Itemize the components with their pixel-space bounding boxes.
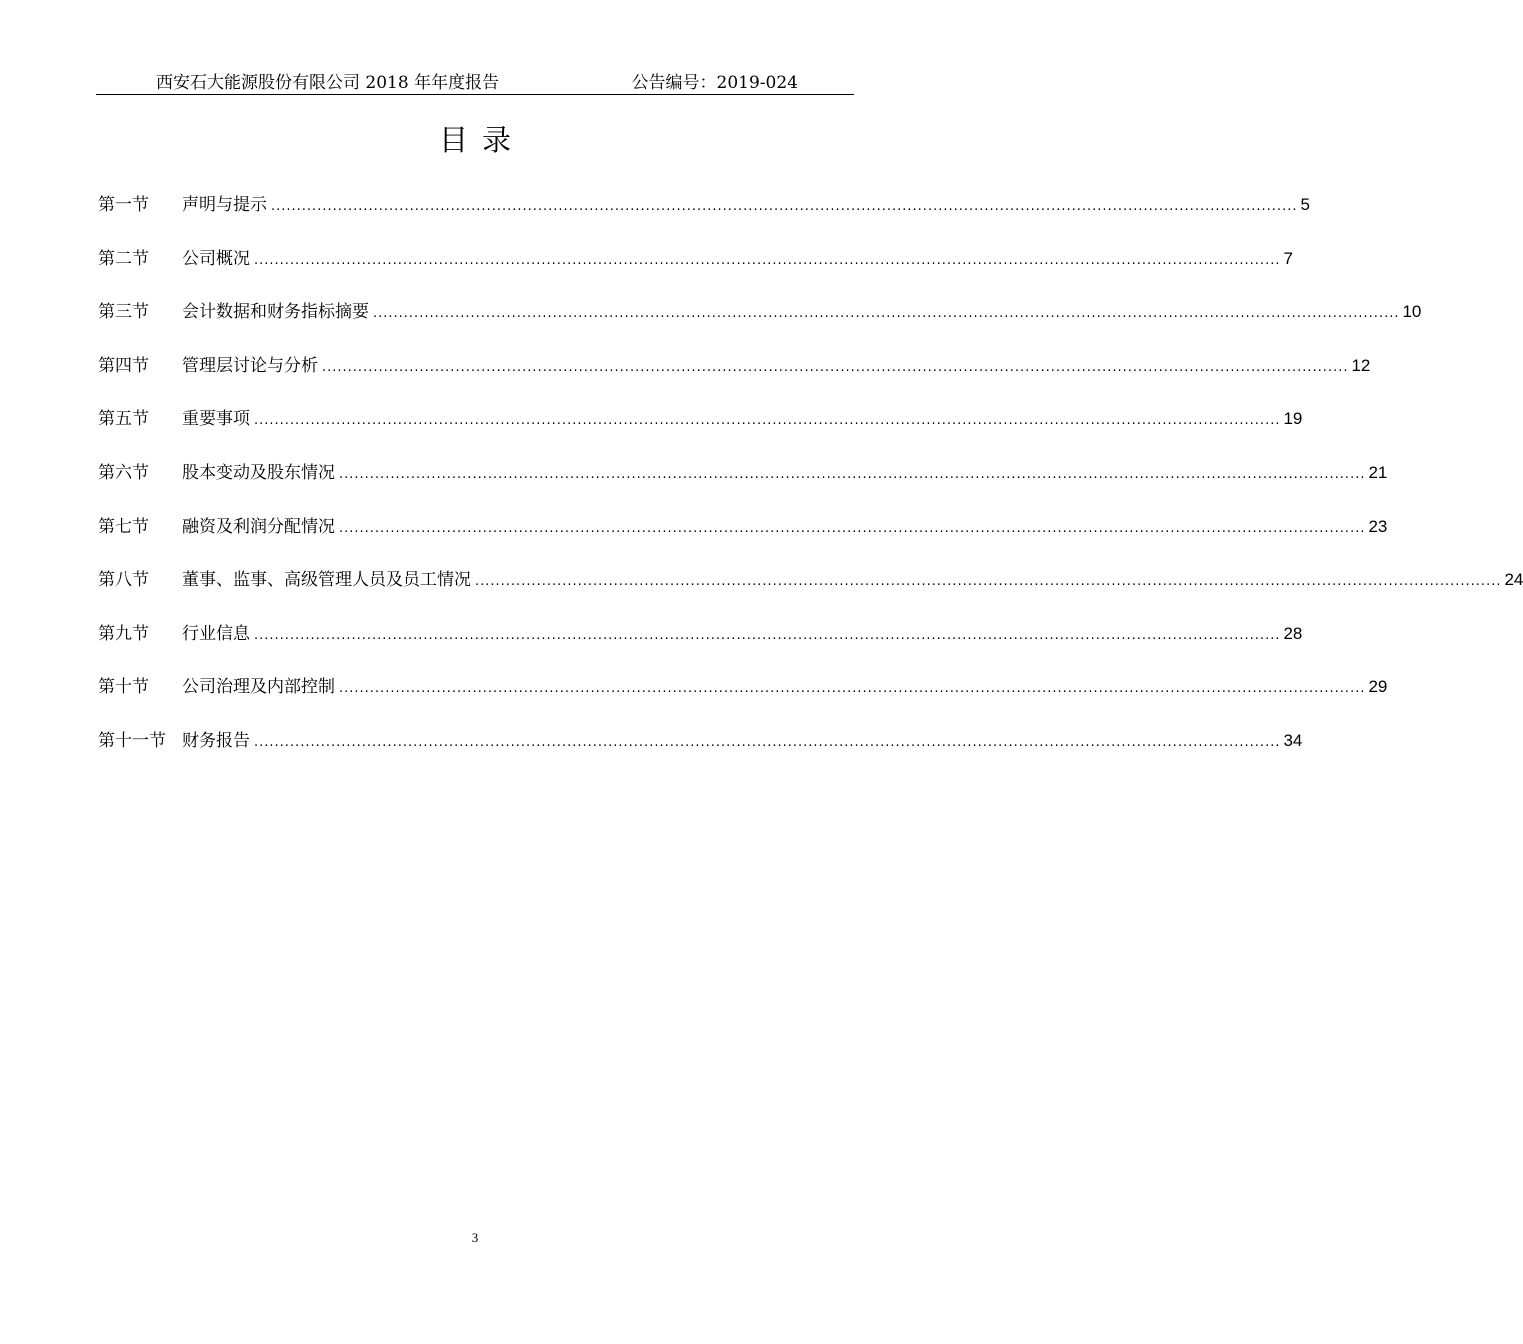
toc-leader-dots: ........................................................................................................................................................................................................ <box>373 306 1400 322</box>
page-number: 3 <box>471 1230 479 1245</box>
toc-page-number: 21 <box>1368 463 1388 482</box>
toc-entry[interactable] <box>98 512 1388 542</box>
toc-page-number: 29 <box>1368 677 1388 697</box>
header-report-title: 西安石大能源股份有限公司 2018 年年度报告 <box>156 73 500 93</box>
toc-page-number: 10 <box>1402 302 1422 322</box>
page-header <box>96 62 854 95</box>
toc-entry[interactable] <box>98 244 1293 274</box>
toc-section-label: 第二节 <box>98 248 149 269</box>
toc-page-number: 28 <box>1283 623 1303 643</box>
toc-section-label: 第九节 <box>98 623 149 644</box>
toc-leader-dots: ........................................................................................................................................................................................................ <box>322 359 1349 375</box>
toc-leader-dots: ........................................................................................................................................................................................................ <box>254 252 1281 268</box>
toc-leader-dots: ........................................................................................................................................................................................................ <box>254 627 1281 643</box>
toc-page-number: 23 <box>1368 516 1388 536</box>
toc-section-label: 第七节 <box>98 516 149 537</box>
page-title: 目录 <box>438 123 525 157</box>
toc-entry[interactable] <box>98 297 1422 327</box>
toc-section-label: 第八节 <box>98 570 149 591</box>
toc-section-label: 第十节 <box>98 677 149 698</box>
toc-leader-dots: ........................................................................................................................................................................................................ <box>339 681 1366 697</box>
toc-section-label: 第六节 <box>98 463 149 483</box>
toc-entry-title: 股本变动及股东情况 <box>182 463 335 483</box>
toc-leader-dots: ........................................................................................................................................................................................................ <box>339 467 1366 482</box>
toc-page-number: 12 <box>1351 355 1371 375</box>
toc-entry[interactable] <box>98 458 1388 488</box>
toc-entry-title: 财务报告 <box>182 731 250 751</box>
toc-leader-dots: ........................................................................................................................................................................................................ <box>254 413 1281 429</box>
toc-entry-title: 行业信息 <box>182 623 250 644</box>
toc-entry-title: 声明与提示 <box>182 195 267 215</box>
toc-leader-dots: ........................................................................................................................................................................................................ <box>254 735 1281 750</box>
header-announcement-number: 公告编号：2019-024 <box>631 73 798 93</box>
toc-entry[interactable] <box>98 726 1303 756</box>
toc-section-label: 第五节 <box>98 409 149 430</box>
toc-entry[interactable] <box>98 619 1303 649</box>
toc-entry[interactable] <box>98 190 1310 220</box>
toc-section-label: 第一节 <box>98 195 149 215</box>
toc-leader-dots: ........................................................................................................................................................................................................ <box>339 520 1366 536</box>
toc-page-number: 24 <box>1504 570 1523 590</box>
toc-page-number: 5 <box>1300 195 1310 214</box>
toc-page-number: 34 <box>1283 731 1303 750</box>
toc-section-label: 第十一节 <box>98 731 166 751</box>
toc-entry-title: 公司概况 <box>182 248 250 269</box>
toc-entry-title: 董事、监事、高级管理人员及员工情况 <box>182 570 471 591</box>
toc-page-number: 19 <box>1283 409 1303 429</box>
toc-section-label: 第三节 <box>98 302 149 323</box>
toc-entry[interactable] <box>98 565 1523 595</box>
toc-leader-dots: ........................................................................................................................................................................................................ <box>271 199 1298 214</box>
toc-entry[interactable] <box>98 672 1388 702</box>
toc-entry-title: 公司治理及内部控制 <box>182 677 335 698</box>
toc-leader-dots: ........................................................................................................................................................................................................ <box>475 574 1502 590</box>
toc-entry-title: 会计数据和财务指标摘要 <box>182 302 369 323</box>
toc-page-number: 7 <box>1283 248 1293 268</box>
toc-entry-title: 管理层讨论与分析 <box>182 355 318 376</box>
toc-entry-title: 重要事项 <box>182 409 250 430</box>
toc-entry-title: 融资及利润分配情况 <box>182 516 335 537</box>
toc-section-label: 第四节 <box>98 355 149 376</box>
toc-entry[interactable] <box>98 404 1303 434</box>
toc-entry[interactable] <box>98 351 1371 381</box>
